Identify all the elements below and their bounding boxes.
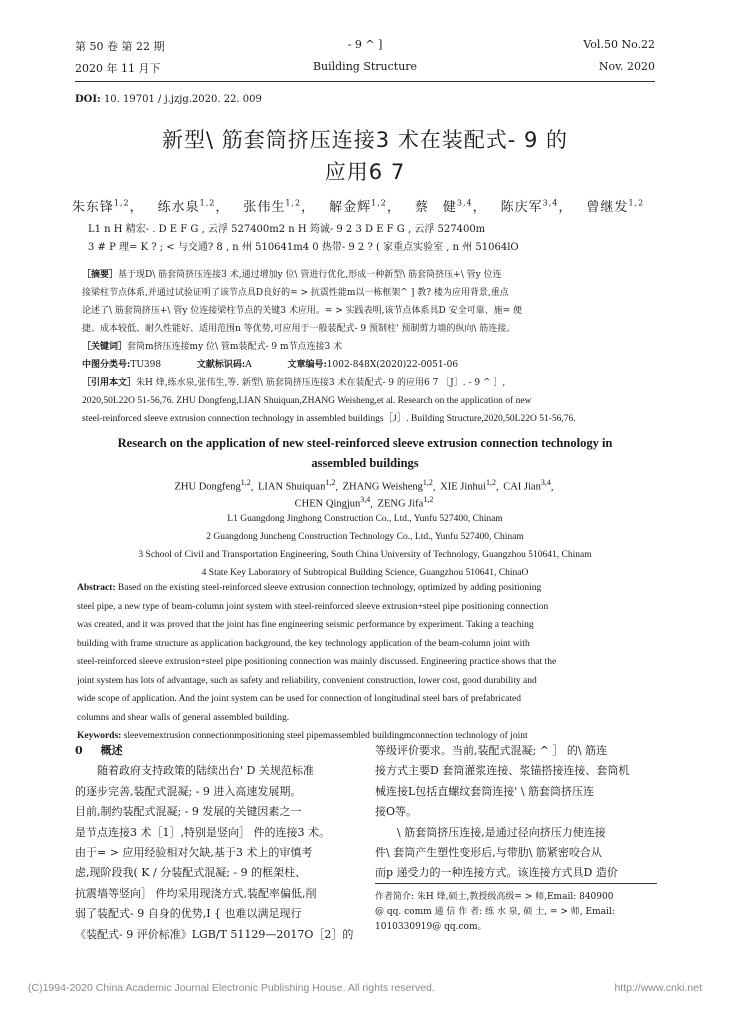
affiliation-cn-2: 3 # P 理= K ? ; < 与交通? 8 , n 州 510641m4 0 热带- 9 2 ? ( 家重点实验室 , n 州 51064lO	[88, 242, 519, 253]
footnote-rule	[375, 883, 657, 884]
abstract-en-line: wide scope of application. And the joint system can be used for connection of longitudinal steel bars of prefabricated	[77, 694, 521, 704]
author-affiliation-mark: 1,2	[423, 495, 434, 504]
body-line: 械连接L包括直螺纹套筒连接' \ 筋套筒挤压连	[375, 784, 595, 798]
abstract-en-label: Abstract:	[77, 583, 116, 593]
author-separator: ,	[370, 498, 376, 510]
authors-en-line2	[0, 495, 730, 510]
citation-line: 2020,50L22O 51-56,76. ZHU Dongfeng,LIAN Shuiquan,ZHANG Weisheng,et al. Research on the application of new	[82, 396, 532, 406]
author-separator: ，	[301, 200, 316, 215]
authors-cn	[0, 196, 730, 215]
clc-value: TU398	[130, 360, 162, 370]
body-line: 抗震墙等竖向］ 件均采用现浇方式,装配率偏低,削	[75, 886, 317, 900]
author-separator: ,	[432, 481, 439, 493]
abstract-en-line: Abstract: Based on the existing steel-reinforced sleeve extrusion connection technology, optimized by adding positioning	[77, 583, 542, 593]
author-note	[375, 890, 657, 935]
author-affiliation-mark: 1,2	[371, 198, 387, 208]
body-line: 虑,现阶段我( K / 分装配式混凝; - 9 的框架柱、	[75, 866, 307, 880]
abstract-cn	[82, 266, 652, 428]
english-title-line2: assembled buildings	[311, 456, 419, 470]
author-separator: ,	[250, 481, 256, 493]
doi-value: 10. 19701 / j.jzjg.2020. 22. 009	[100, 94, 262, 105]
author-affiliation-mark: 3,4	[542, 198, 559, 208]
author-affiliation-mark: 3,4	[360, 495, 371, 504]
author-separator: ,	[550, 481, 554, 493]
journal-name-cn: - 9 ^ ]	[347, 38, 383, 51]
author-name: ZENG Jifa	[377, 498, 424, 510]
section-title: 概述	[100, 744, 123, 757]
abstract-en-line: columns and shear walls of general assembled building.	[77, 712, 290, 723]
author-affiliation-mark: 1,2	[199, 198, 216, 208]
author-separator: ，	[472, 200, 487, 215]
body-line: 件\ 套筒产生塑性变形后,与带肋\ 筋紧密咬合从	[375, 846, 602, 860]
keywords-en-label: Keywords:	[77, 731, 122, 741]
body-left-column	[75, 741, 360, 945]
journal-date-en: Nov. 2020	[598, 60, 655, 73]
body-line: 接O等。	[375, 805, 418, 819]
doc-code-label: 文献标识码:	[196, 360, 246, 370]
affiliation-cn-1: L1 n H 精宏- . D E F G , 云浮 527400m2 n H 筠诚- 9 2 3 D E F G , 云浮 527400m	[88, 224, 486, 235]
doi-label: DOI:	[75, 94, 101, 105]
copyright-watermark: (C)1994-2020 China Academic Journal Electronic Publishing House. All rights reserved.	[28, 982, 435, 994]
author-affiliation-mark: 3,4	[540, 478, 551, 487]
body-line: 目前,制约装配式混凝; - 9 发展的关键因素之一	[75, 805, 302, 819]
abstract-en-line: steel-reinforced sleeve extrusion+steel pipe positioning connection was mainly discussed. Engineering practice shows that the	[77, 657, 557, 667]
body-line: 《装配式- 9 评价标准》LGB/T 51129—2017O［2］的	[75, 927, 354, 941]
author-name: 解金辉	[329, 200, 372, 215]
affiliation-en-3: 3 School of Civil and Transportation Engineering, South China University of Technology, Guangzhou 510641, Chinam	[138, 550, 592, 560]
author-note-line: 1010330919@ qq.com。	[375, 922, 487, 932]
author-note-line: 作者简介: 朱H 烽,硕士,教授级高级= > 师,Email: 840900	[375, 892, 614, 902]
body-line: 等级评价要求。当前,装配式混凝; ^ ］ 的\ 筋连	[375, 744, 608, 757]
citation-label: ［引用本文］	[82, 378, 137, 388]
author-name: 曾继发	[586, 200, 629, 215]
author-affiliation-mark: 1,2	[422, 478, 433, 487]
author-affiliation-mark: 1,2	[628, 198, 645, 208]
author-name: 陈庆军	[500, 200, 543, 215]
author-affiliation-mark: 1,2	[325, 478, 336, 487]
author-name: 练水泉	[157, 200, 200, 215]
body-line: 是节点连接3 术［1］,特别是竖向］ 件的连接3 术。	[75, 825, 330, 839]
abstract-en-line: steel pipe, a new type of beam-column joint system with steel-reinforced sleeve extrusion+steel pipe positioning connection	[77, 601, 549, 612]
author-affiliation-mark: 1,2	[485, 478, 496, 487]
journal-volume-issue: 第 50 卷 第 22 期	[75, 40, 165, 53]
journal-name-en: Building Structure	[312, 60, 418, 73]
affiliation-en-4: 4 State Key Laboratory of Subtropical Building Science, Guangzhou 510641, ChinaO	[201, 568, 529, 578]
abstract-en-line: joint system has lots of advantage, such as safety and reliability, convenient construction, lower cost, good durability and	[77, 675, 537, 686]
body-line: \ 筋套筒挤压连接,是通过径向挤压力使连接	[375, 825, 606, 839]
abstract-cn-line: ［摘要］基于现D\ 筋套筒挤压连接3 术,通过增加y 位\ 管进行优化,形成一种新型\ 筋套筒挤压+\ 管y 位连	[82, 270, 502, 280]
keywords-cn-label: ［关键词］	[82, 342, 128, 352]
abstract-en-line: building with frame structure as application background, the key technology application of the beam-column joint with	[77, 638, 530, 649]
author-separator: ，	[129, 200, 144, 215]
author-name: 张伟生	[243, 200, 286, 215]
journal-date: 2020 年 11 月下	[75, 62, 161, 75]
section-heading	[75, 741, 360, 761]
author-name: XIE Jinhui	[440, 481, 486, 493]
abstract-cn-line: 捷、成本较低、耐久性能好、适用范围n 等优势,可应用于一般装配式- 9 预制柱' 预制剪力墙的纵向\ 筋连接。	[82, 324, 516, 334]
author-note-line: @ qq. comm 通 信 作 者: 练 水 泉, 硕 士, = > 师, Email:	[375, 907, 615, 917]
paper-title-line1: 新型\ 筋套筒挤压连接3 术在装配式- 9 的	[161, 128, 569, 152]
body-line: 弱了装配式- 9 自身的优势,I { 也难以满足现行	[75, 907, 302, 921]
abstract-en-line: was created, and it was proved that the joint has fine engineering seismic performance by experiment. Taking a teaching	[77, 620, 534, 630]
body-line: 而p 递受力的一种连接方式。该连接方式具D 造价	[375, 866, 618, 880]
paper-title-line2: 应用6 7	[324, 160, 406, 184]
citation-line: ［引用本文］朱H 烽,练水泉,张伟生,等. 新型\ 筋套筒挤压连接3 术在装配式- 9 的应用6 7 ［J］. - 9 ^ ］,	[82, 378, 506, 388]
body-line: 随着政府支持政策的陆续出台' D 关规范标准	[75, 764, 314, 778]
doc-code-value: A	[245, 360, 252, 370]
author-affiliation-mark: 1,2	[240, 478, 251, 487]
author-separator: ，	[215, 200, 230, 215]
author-name: 蔡 健	[414, 200, 457, 215]
clc-label: 中图分类号:	[82, 360, 131, 370]
cnki-link[interactable]: http://www.cnki.net	[614, 982, 702, 994]
classification-line	[82, 356, 652, 374]
section-number: 0	[75, 744, 83, 757]
author-separator: ,	[335, 481, 341, 493]
author-affiliation-mark: 1,2	[113, 198, 130, 208]
body-right-column	[375, 741, 657, 884]
body-line: 由于= > 应用经验相对欠缺,基于3 术上的审慎考	[75, 846, 313, 860]
abstract-en	[77, 579, 655, 746]
keywords-cn: ［关键词］套筒m挤压连接my 位\ 管m装配式- 9 m节点连接3 术	[82, 342, 343, 352]
header-rule	[75, 81, 655, 82]
author-name: CHEN Qingjun	[294, 498, 361, 510]
author-separator: ，	[558, 200, 573, 215]
author-name: ZHANG Weisheng	[342, 481, 423, 493]
journal-volume-en: Vol.50 No.22	[583, 38, 655, 51]
abstract-cn-line: 接梁柱节点体系,并通过试验证明了该节点具D良好的= > 抗震性能m以一栋框架^ ] 教? 楼为应用背景,重点	[82, 288, 509, 298]
keywords-en: Keywords: sleevemextrusion connectionmpositioning steel pipemassembled buildingmconnection technology of joint	[77, 731, 528, 741]
authors-en-line1	[0, 478, 730, 493]
abstract-cn-line: 论述了\ 筋套筒挤压+\ 管y 位连接梁柱节点的关键3 术应用。= > 实践表明,该节点体系具D 安全可靠、施= 便	[82, 306, 523, 316]
english-title-line1: Research on the application of new steel-reinforced sleeve extrusion connection technology in	[117, 436, 613, 450]
author-affiliation-mark: 3,4	[456, 198, 473, 208]
doi-line	[75, 94, 262, 105]
author-separator: ，	[386, 200, 401, 215]
author-name: CAI Jian	[503, 481, 541, 493]
article-number-label: 文章编号:	[287, 360, 327, 370]
author-separator: ,	[495, 481, 502, 493]
author-name: LIAN Shuiquan	[257, 481, 326, 493]
author-name: ZHU Dongfeng	[174, 481, 241, 493]
abstract-cn-label: ［摘要］	[82, 270, 119, 280]
author-affiliation-mark: 1,2	[285, 198, 302, 208]
citation-line: steel-reinforced sleeve extrusion connection technology in assembled buildings［J］. Building Structure,2020,50L22O 51-56,76.	[82, 414, 576, 424]
body-line: 的逐步完善,装配式混凝; - 9 进入高速发展期。	[75, 784, 302, 798]
author-name: 朱东锋	[71, 200, 114, 215]
affiliation-en-2: 2 Guangdong Juncheng Construction Technology Co., Ltd., Yunfu 527400, Chinam	[206, 532, 524, 542]
affiliation-en-1: L1 Guangdong Jinghong Construction Co., Ltd., Yunfu 527400, Chinam	[227, 514, 503, 524]
body-line: 接方式主要D 套筒灌浆连接、浆锚搭接连接、套筒机	[375, 764, 630, 778]
article-number-value: 1002-848X(2020)22-0051-06	[326, 360, 459, 370]
